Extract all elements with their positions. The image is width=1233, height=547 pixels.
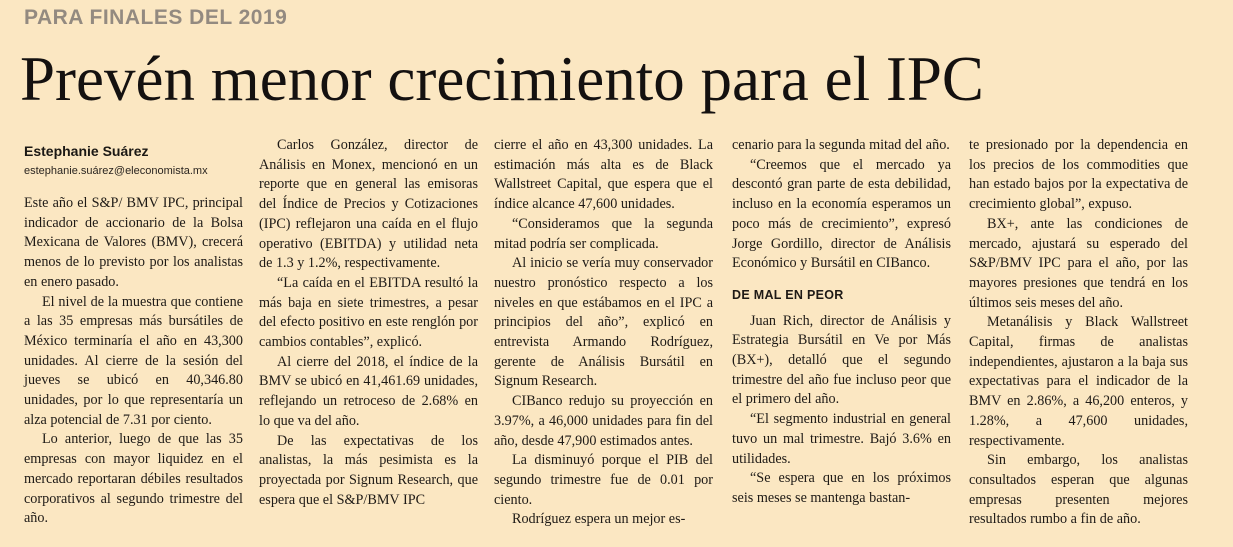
paragraph: “Consideramos que la segunda mitad podría ser complicada.: [494, 215, 713, 252]
paragraph: te presionado por la dependencia en los precios de los commodities que han estado bajos por la expectativa de crecimiento global”, expuso.: [969, 137, 1188, 213]
paragraph: Al inicio se vería muy conservador nuestro pronóstico respecto a los niveles en que estábamos en el IPC a principios del año”, explicó en entrevista Armando Rodríguez, gerente de Análisis Bursátil en Signum Research.: [494, 255, 713, 390]
paragraph: Juan Rich, director de Análisis y Estrategia Bursátil en Ve por Más (BX+), detalló que el segundo trimestre del año fue incluso peor que el primero del año.: [732, 312, 951, 408]
paragraph: El nivel de la muestra que contiene a las 35 empresas más bursátiles de México terminaría el año en 43,300 unidades. Al cierre de la sesión del jueves se ubicó en 40,346.80 unidades, por lo que representaría un alza potencial de 7.31 por ciento.: [24, 293, 243, 428]
paragraph: CIBanco redujo su proyección en 3.97%, a 46,000 unidades para fin del año, desde 47,900 estimados antes.: [494, 393, 713, 449]
paragraph: cenario para la segunda mitad del año.: [732, 137, 950, 153]
paragraph: “Se espera que en los próximos seis meses se mantenga bastan-: [732, 470, 951, 506]
paragraph: Carlos González, director de Análisis en Monex, mencionó en un reporte que en general las emisoras del Índice de Precios y Cotizaciones (IPC) reflejaron una caída en el flujo operativo (EBITDA) y utilidad neta de 1.3 y 1.2%, respectivamente.: [259, 137, 478, 272]
paragraph: Metanálisis y Black Wallstreet Capital, firmas de analistas independientes, ajustaron a la baja sus expectativas para el indicador de la BMV en 2.86%, a 46,200 enteros, y 1.28%, a 47,600 unidades, respectivamente.: [969, 314, 1188, 449]
author-email: estephanie.suárez@eleconomista.mx: [24, 165, 208, 177]
paragraph: De las expectativas de los analistas, la más pesimista es la proyectada por Signum Research, que espera que el S&P/BMV IPC: [259, 432, 478, 508]
headline: Prevén menor crecimiento para el IPC: [20, 44, 984, 114]
article-column-2: [259, 136, 478, 510]
paragraph: “Creemos que el mercado ya descontó gran parte de esta debilidad, incluso en la economía esperamos un poco más de crecimiento”, expresó Jorge Gordillo, director de Análisis Económico y Bursátil en CIBanco.: [732, 156, 951, 272]
article-column-4: [732, 136, 951, 509]
paragraph: Al cierre del 2018, el índice de la BMV se ubicó en 41,461.69 unidades, reflejando un retroceso de 2.68% en lo que va del año.: [259, 353, 478, 429]
paragraph: “El segmento industrial en general tuvo un mal trimestre. Bajó 3.6% en utilidades.: [732, 411, 951, 467]
paragraph: Sin embargo, los analistas consultados esperan que algunas empresas presenten mejores resultados rumbo a fin de año.: [969, 452, 1188, 528]
author-name: Estephanie Suárez: [24, 143, 149, 159]
article-column-3: [494, 136, 713, 530]
paragraph: Rodríguez espera un mejor es-: [512, 511, 686, 528]
paragraph: BX+, ante las condiciones de mercado, ajustará su esperado del S&P/BMV IPC para el año, por las mayores presiones que tendrá en los últimos seis meses del año.: [969, 215, 1188, 311]
paragraph: Lo anterior, luego de que las 35 empresas con mayor liquidez en el mercado reportaran débiles resultados corporativos al segundo trimestre del año.: [24, 431, 243, 527]
kicker: PARA FINALES DEL 2019: [24, 6, 288, 29]
paragraph: La disminuyó porque el PIB del segundo trimestre fue de 0.01 por ciento.: [494, 452, 713, 508]
paragraph: cierre el año en 43,300 unidades. La estimación más alta es de Black Wallstreet Capital, que espera que el índice alcance 47,600 unidades.: [494, 137, 713, 213]
article-column-5: [969, 136, 1188, 530]
subheading: DE MAL EN PEOR: [732, 287, 844, 302]
paragraph: “La caída en el EBITDA resultó la más baja en siete trimestres, a pesar del efecto positivo en este renglón por cambios contables”, explicó.: [259, 274, 478, 351]
article-column-1: [24, 194, 243, 529]
paragraph: Este año el S&P/ BMV IPC, principal indicador de accionario de la Bolsa Mexicana de Valores (BMV), crecerá menos de lo previsto por los analistas en enero pasado.: [24, 195, 243, 290]
